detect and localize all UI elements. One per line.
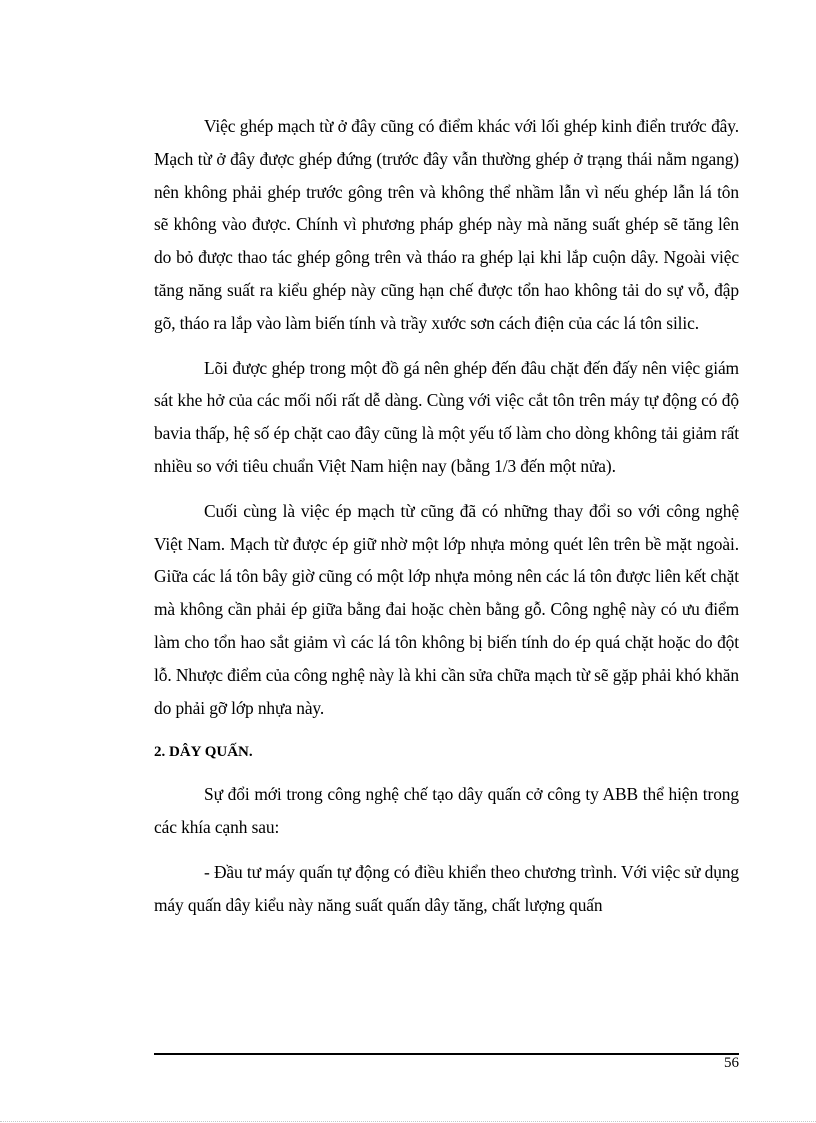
paragraph-automatic-winding-machine: - Đầu tư máy quấn tự động có điều khiển theo chương trình. Với việc sử dụng máy quấn dây kiểu này năng suất quấn dây tăng, chất lượng quấn — [154, 861, 739, 915]
paragraph-core-pressing: Cuối cùng là việc ép mạch từ cũng đã có những thay đổi so với công nghệ Việt Nam. Mạch từ được ép giữ nhờ một lớp nhựa mỏng quét lên trên bề mặt ngoài. Giữa các lá tôn bây giờ cũng có một lớp nhựa mỏng nên các lá tôn được liên kết chặt mà không cần phải ép giữa bằng đai hoặc chèn bằng gỗ. Công nghệ này có ưu điểm làm cho tổn hao sắt giảm vì các lá tôn không bị biến tính do ép quá chặt hoặc do đột lỗ. Nhược điểm của công nghệ này là khi cần sửa chữa mạch từ sẽ gặp phải khó khăn do phải gỡ lớp nhựa này. — [154, 500, 739, 718]
paragraph-core-jig: Lõi được ghép trong một đồ gá nên ghép đến đâu chặt đến đấy nên việc giám sát khe hở của các mối nối rất dễ dàng. Cùng với việc cắt tôn trên máy tự động có độ bavia thấp, hệ số ép chặt cao đây cũng là một yếu tố làm cho dòng không tải giảm rất nhiều so với tiêu chuẩn Việt Nam hiện nay (bằng 1/3 đến một nửa). — [154, 357, 739, 476]
paragraph-winding-innovation: Sự đổi mới trong công nghệ chế tạo dây quấn cở công ty ABB thể hiện trong các khía cạnh sau: — [154, 784, 739, 838]
footer-rule — [154, 1053, 739, 1055]
paragraph-magnetic-core-assembly: Việc ghép mạch từ ở đây cũng có điểm khác với lối ghép kinh điển trước đây. Mạch từ ở đây được ghép đứng (trước đây vẫn thường ghép ở trạng thái nằm ngang) nên không phải ghép trước gông trên và không thể nhầm lẫn vì nếu ghép lẫn lá tôn sẽ không vào được. Chính vì phương pháp ghép này mà năng suất ghép sẽ tăng lên do bỏ được thao tác ghép gông trên và tháo ra ghép lại khi lắp cuộn dây. Ngoài việc tăng năng suất ra kiểu ghép này cũng hạn chế được tổn hao không tải do sự vỗ, đập gõ, tháo ra lắp vào làm biến tính và trầy xước sơn cách điện của các lá tôn silic. — [154, 116, 739, 333]
section-heading: 2. DÂY QUẤN. — [154, 744, 253, 761]
page-bottom-dotted-border — [0, 1121, 816, 1122]
page-number: 56 — [724, 1055, 739, 1071]
page-content — [154, 110, 739, 934]
